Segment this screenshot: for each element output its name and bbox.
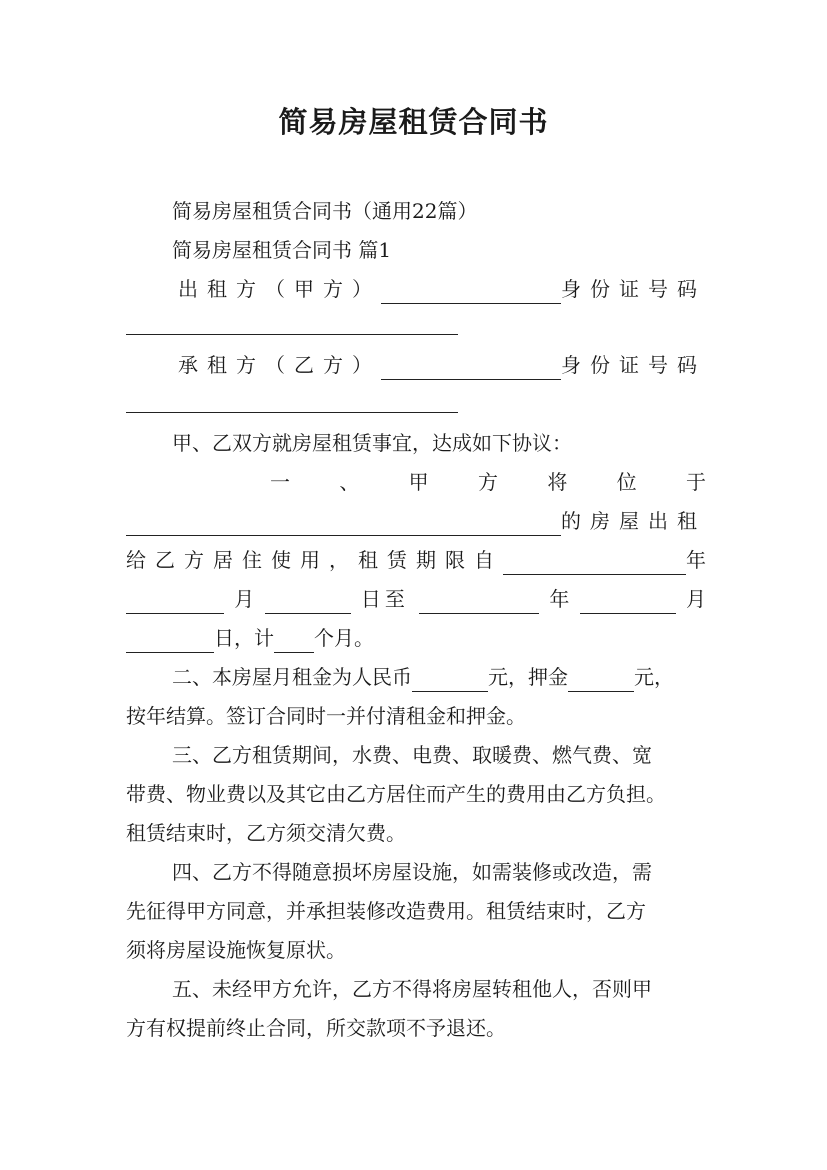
clause1-char: 将 xyxy=(547,470,568,494)
clause2-text: 二、本房屋月租金为人民币 xyxy=(172,665,412,689)
clause1-text: 的房屋出租 xyxy=(561,509,706,533)
deposit-blank xyxy=(568,669,634,692)
clause4-row3: 须将房屋设施恢复原状。 xyxy=(126,938,346,962)
clause1-text: 月 xyxy=(685,587,706,611)
clause1-text: 年 xyxy=(686,548,706,572)
clause1-text: 年 xyxy=(549,587,570,611)
start-day-blank xyxy=(265,591,351,614)
clause2-text: 元， xyxy=(634,665,674,689)
clause1-row5 xyxy=(126,623,706,653)
lessor-id-blank xyxy=(126,334,458,335)
section-heading: 简易房屋租赁合同书 篇1 xyxy=(172,238,392,262)
months-blank xyxy=(274,630,314,653)
lessee-name-blank xyxy=(381,357,561,380)
start-year-blank xyxy=(503,552,686,575)
clause1-text: 月 xyxy=(234,587,255,611)
lessee-row xyxy=(178,350,706,380)
clause3-row2: 带费、物业费以及其它由乙方居住而产生的费用由乙方负担。 xyxy=(126,782,666,806)
clause2-text: 元，押金 xyxy=(488,665,568,689)
clause1-char: 于 xyxy=(685,470,706,494)
clause1-row2 xyxy=(126,506,706,536)
end-day-blank xyxy=(126,630,214,653)
clause4-row1: 四、乙方不得随意损坏房屋设施，如需装修或改造，需 xyxy=(172,860,652,884)
clause1-row1 xyxy=(270,467,706,497)
clause1-text: 日，计 xyxy=(214,626,274,650)
lessee-id-blank xyxy=(126,412,458,413)
lessor-row xyxy=(178,274,706,304)
intro-text: 甲、乙双方就房屋租赁事宜，达成如下协议： xyxy=(172,431,572,455)
lessor-name-blank xyxy=(381,281,561,304)
lessor-id-label: 身份证号码 xyxy=(561,277,706,301)
clause1-char: 、 xyxy=(339,470,360,494)
lessee-label: 承租方（乙方） xyxy=(178,353,381,377)
document-title: 简易房屋租赁合同书 xyxy=(278,105,549,139)
clause2-row2: 按年结算。签订合同时一并付清租金和押金。 xyxy=(126,704,526,728)
clause1-text: 日至 xyxy=(360,587,409,611)
clause1-char: 位 xyxy=(616,470,637,494)
lessor-label: 出租方（甲方） xyxy=(178,277,381,301)
clause1-row4 xyxy=(126,584,706,614)
clause1-char: 一 xyxy=(270,470,290,494)
rent-blank xyxy=(412,669,488,692)
clause3-row1: 三、乙方租赁期间，水费、电费、取暖费、燃气费、宽 xyxy=(172,743,652,767)
end-year-blank xyxy=(419,591,539,614)
clause5-row1: 五、未经甲方允许，乙方不得将房屋转租他人，否则甲 xyxy=(172,977,652,1001)
clause1-row3 xyxy=(126,545,706,575)
clause5-row2: 方有权提前终止合同，所交款项不予退还。 xyxy=(126,1016,506,1040)
document-subtitle: 简易房屋租赁合同书（通用22篇） xyxy=(172,199,478,223)
clause2-row1 xyxy=(172,662,706,692)
lessee-id-label: 身份证号码 xyxy=(561,353,706,377)
clause1-char: 甲 xyxy=(408,470,429,494)
clause1-text: 给乙方居住使用，租赁期限自 xyxy=(126,548,503,572)
start-month-blank xyxy=(126,591,224,614)
clause4-row2: 先征得甲方同意，并承担装修改造费用。租赁结束时，乙方 xyxy=(126,899,646,923)
end-month-blank xyxy=(580,591,676,614)
clause1-text: 个月。 xyxy=(314,626,374,650)
location-blank xyxy=(126,513,561,536)
clause3-row3: 租赁结束时，乙方须交清欠费。 xyxy=(126,821,406,845)
clause1-char: 方 xyxy=(477,470,498,494)
